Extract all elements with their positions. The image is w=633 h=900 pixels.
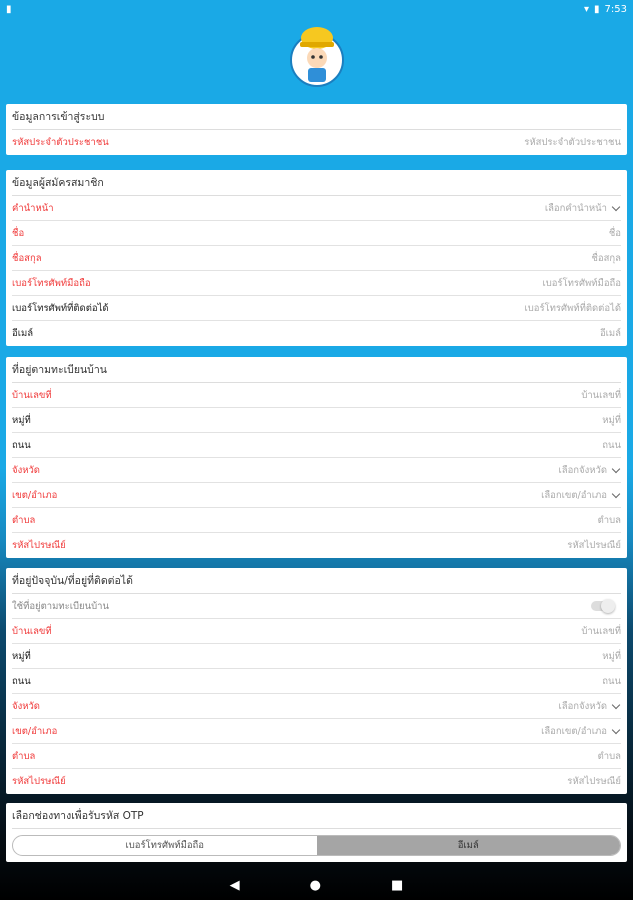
placeholder: ตำบล xyxy=(597,750,621,762)
text-input[interactable] xyxy=(524,135,621,150)
text-input[interactable] xyxy=(598,513,621,528)
placeholder: เลือกเขต/อำเภอ xyxy=(541,725,607,737)
field-label: บ้านเลขที่ xyxy=(12,625,52,637)
placeholder: ถนน xyxy=(602,675,621,687)
section-title: ข้อมูลผู้สมัครสมาชิก xyxy=(12,170,621,196)
form-row xyxy=(12,130,621,155)
form-row xyxy=(12,744,621,769)
placeholder: เลือกจังหวัด xyxy=(558,700,607,712)
text-input[interactable] xyxy=(591,251,621,266)
chevron-down-icon xyxy=(612,700,620,708)
chevron-down-icon xyxy=(612,202,620,210)
select-field[interactable] xyxy=(559,463,622,478)
app-logo xyxy=(288,24,346,88)
field-label: ถนน xyxy=(12,675,31,687)
text-input[interactable] xyxy=(581,388,621,403)
text-input[interactable] xyxy=(581,624,621,639)
select-field[interactable] xyxy=(541,724,621,739)
form-section xyxy=(6,568,627,794)
form-row xyxy=(12,508,621,533)
form-row xyxy=(12,271,621,296)
placeholder: เบอร์โทรศัพท์มือถือ xyxy=(542,277,621,289)
placeholder: ถนน xyxy=(602,439,621,451)
field-label: ชื่อ xyxy=(12,227,25,239)
placeholder: เบอร์โทรศัพท์ที่ติดต่อได้ xyxy=(524,302,621,314)
field-label: หมู่ที่ xyxy=(12,414,31,426)
field-label: จังหวัด xyxy=(12,464,40,476)
field-label: คำนำหน้า xyxy=(12,202,54,214)
field-label: อีเมล์ xyxy=(12,328,34,339)
home-button[interactable]: ● xyxy=(309,877,322,893)
otp-section xyxy=(6,803,627,862)
text-input[interactable] xyxy=(609,226,621,241)
chevron-down-icon xyxy=(612,464,620,472)
text-input[interactable] xyxy=(602,413,621,428)
form-row xyxy=(12,594,621,619)
field-label: เบอร์โทรศัพท์มือถือ xyxy=(12,277,91,289)
form-row xyxy=(12,669,621,694)
field-label: ใช้ที่อยู่ตามทะเบียนบ้าน xyxy=(12,600,109,612)
text-input[interactable] xyxy=(600,326,621,341)
placeholder: ชื่อสกุล xyxy=(591,252,621,264)
clock: 7:53 xyxy=(604,3,627,15)
form-section xyxy=(6,170,627,346)
select-field[interactable] xyxy=(559,699,622,714)
battery-icon: ▮ xyxy=(594,3,600,15)
back-button[interactable]: ◀ xyxy=(229,877,240,893)
placeholder: รหัสประจำตัวประชาชน xyxy=(524,137,621,148)
text-input[interactable] xyxy=(542,276,621,291)
placeholder: หมู่ที่ xyxy=(602,414,621,426)
form-row xyxy=(12,769,621,794)
placeholder: เลือกจังหวัด xyxy=(558,464,607,476)
toggle-switch[interactable] xyxy=(591,601,613,611)
placeholder: ชื่อ xyxy=(608,227,621,239)
form-row xyxy=(12,533,621,558)
form-row xyxy=(12,221,621,246)
text-input[interactable] xyxy=(598,749,621,764)
placeholder: รหัสไปรษณีย์ xyxy=(567,776,621,787)
field-label: เบอร์โทรศัพท์ที่ติดต่อได้ xyxy=(12,302,109,314)
form-row xyxy=(12,483,621,508)
otp-option[interactable]: เบอร์โทรศัพท์มือถือ xyxy=(125,840,205,851)
placeholder: หมู่ที่ xyxy=(602,650,621,662)
form-row xyxy=(12,644,621,669)
section-title: เลือกช่องทางเพื่อรับรหัส OTP xyxy=(12,803,621,829)
status-bar xyxy=(0,0,633,18)
otp-option[interactable]: อีเมล์ xyxy=(317,836,621,855)
text-input[interactable] xyxy=(602,674,621,689)
form-section xyxy=(6,104,627,155)
field-label: ตำบล xyxy=(12,514,36,526)
chevron-down-icon xyxy=(612,489,620,497)
field-label: เขต/อำเภอ xyxy=(12,489,58,501)
placeholder: อีเมล์ xyxy=(599,328,621,339)
form-row xyxy=(12,458,621,483)
placeholder: เลือกเขต/อำเภอ xyxy=(541,489,607,501)
field-label: รหัสประจำตัวประชาชน xyxy=(12,137,109,148)
form-row xyxy=(12,719,621,744)
text-input[interactable] xyxy=(602,649,621,664)
form-row xyxy=(12,383,621,408)
text-input[interactable] xyxy=(567,774,621,789)
placeholder: บ้านเลขที่ xyxy=(581,625,621,637)
placeholder: บ้านเลขที่ xyxy=(581,389,621,401)
field-label: จังหวัด xyxy=(12,700,40,712)
sd-card-icon: ▮ xyxy=(6,3,12,15)
section-title: ที่อยู่ตามทะเบียนบ้าน xyxy=(12,357,621,383)
recents-button[interactable]: ■ xyxy=(391,877,404,893)
field-label: รหัสไปรษณีย์ xyxy=(12,776,66,787)
wifi-icon: ▾ xyxy=(583,3,590,15)
select-field[interactable] xyxy=(541,488,621,503)
field-label: ถนน xyxy=(12,439,31,451)
form-row xyxy=(12,619,621,644)
field-label: ชื่อสกุล xyxy=(12,252,42,264)
form-row xyxy=(12,246,621,271)
form-section xyxy=(6,357,627,558)
field-label: หมู่ที่ xyxy=(12,650,31,662)
placeholder: เลือกคำนำหน้า xyxy=(544,202,607,214)
placeholder: รหัสไปรษณีย์ xyxy=(567,540,621,551)
select-field[interactable] xyxy=(545,201,621,216)
android-nav-bar xyxy=(0,870,633,900)
form-row xyxy=(12,694,621,719)
otp-channel-selector xyxy=(12,835,621,856)
text-input[interactable] xyxy=(602,438,621,453)
section-title: ข้อมูลการเข้าสู่ระบบ xyxy=(12,104,621,130)
placeholder: ตำบล xyxy=(597,514,621,526)
field-label: ตำบล xyxy=(12,750,36,762)
form-row xyxy=(12,433,621,458)
section-title: ที่อยู่ปัจจุบัน/ที่อยู่ที่ติดต่อได้ xyxy=(12,568,621,594)
field-label: เขต/อำเภอ xyxy=(12,725,58,737)
field-label: บ้านเลขที่ xyxy=(12,389,52,401)
chevron-down-icon xyxy=(612,725,620,733)
field-label: รหัสไปรษณีย์ xyxy=(12,540,66,551)
form-row xyxy=(12,296,621,321)
text-input[interactable] xyxy=(524,301,621,316)
text-input[interactable] xyxy=(567,538,621,553)
form-row xyxy=(12,408,621,433)
form-row xyxy=(12,196,621,221)
form-row xyxy=(12,321,621,346)
